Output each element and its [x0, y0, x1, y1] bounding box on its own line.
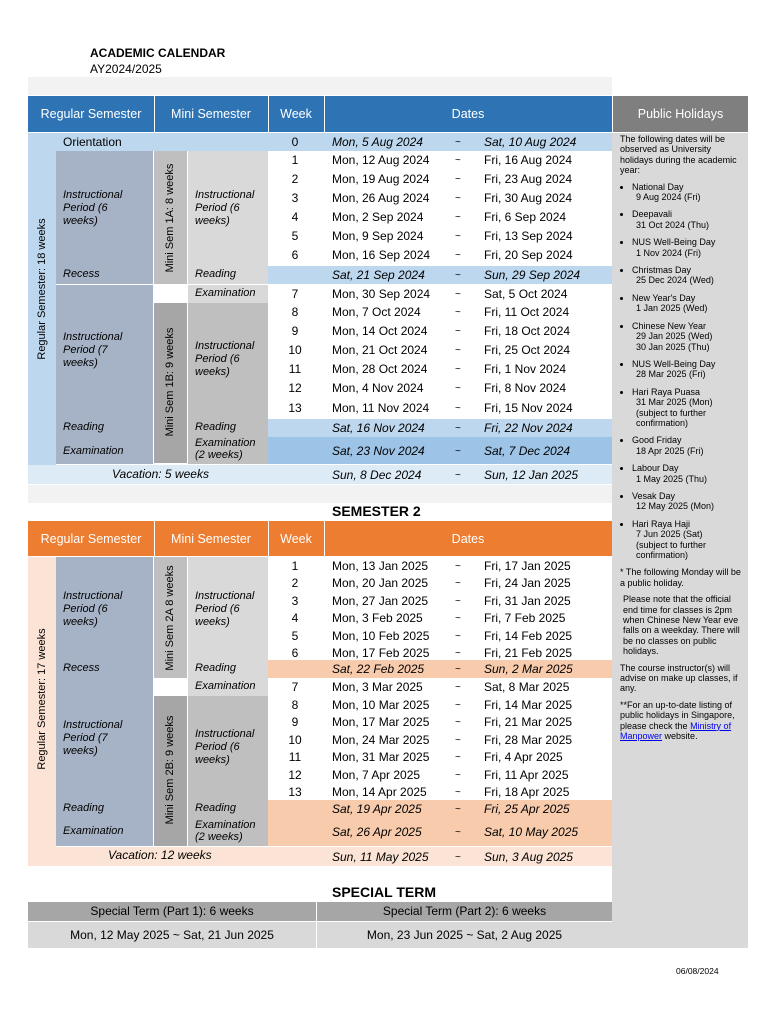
sem1-reading-label: Reading	[63, 421, 104, 433]
date-row	[270, 399, 612, 418]
date-separator: ~	[455, 364, 461, 375]
col-regular-semester-2: Regular Semester	[40, 531, 142, 546]
end-date: Sun, 3 Aug 2025	[484, 850, 573, 864]
date-separator: ~	[455, 596, 461, 607]
week-number: 10	[288, 733, 302, 747]
week-number: 5	[291, 629, 299, 643]
date-separator: ~	[455, 613, 461, 624]
end-date: Fri, 18 Apr 2025	[484, 785, 570, 799]
start-date: Mon, 11 Nov 2024	[332, 401, 430, 415]
date-separator: ~	[455, 682, 461, 693]
end-date: Sat, 7 Dec 2024	[484, 444, 571, 458]
sem1-mini-reading2-label: Reading	[195, 421, 236, 433]
sem2-mini-reading2-label: Reading	[195, 802, 236, 814]
date-row	[270, 322, 612, 341]
start-date: Sat, 19 Apr 2025	[332, 802, 422, 816]
date-separator: ~	[455, 470, 461, 481]
date-row	[270, 848, 612, 867]
holiday-name: • Good Friday	[632, 435, 682, 446]
sem1-mini-ip6-label: Instructional Period (6 weeks)	[195, 189, 255, 227]
holidays-note-3: The course instructor(s) will advise on make up classes, if any.	[620, 662, 738, 694]
date-separator: ~	[455, 193, 461, 204]
start-date: Sat, 21 Sep 2024	[332, 268, 425, 282]
sem1-exam-label: Examination	[63, 445, 124, 457]
sem1-ip7-label: Instructional Period (7 weeks)	[63, 331, 123, 369]
week-number: 11	[288, 750, 302, 764]
date-separator: ~	[455, 700, 461, 711]
date-row	[270, 151, 612, 170]
end-date: Fri, 23 Aug 2024	[484, 172, 573, 186]
sem1-ip6-label: Instructional Period (6 weeks)	[63, 189, 123, 227]
end-date: Sat, 5 Oct 2024	[484, 287, 568, 301]
end-date: Fri, 17 Jan 2025	[484, 559, 571, 573]
end-date: Fri, 11 Oct 2024	[484, 305, 570, 319]
start-date: Sat, 16 Nov 2024	[332, 421, 425, 435]
end-date: Fri, 21 Feb 2025	[484, 646, 573, 660]
sem2-mini-ip6b-label: Instructional Period (6 weeks)	[195, 728, 255, 766]
week-number: 5	[291, 229, 299, 243]
date-separator: ~	[455, 137, 461, 148]
holiday-name: • Christmas Day	[632, 265, 692, 276]
end-date: Fri, 20 Sep 2024	[484, 248, 573, 262]
holidays-note-1: * The following Monday will be a public holiday.	[620, 567, 741, 588]
date-separator: ~	[455, 383, 461, 394]
end-date: Fri, 1 Nov 2024	[484, 362, 567, 376]
holiday-date: 7 Jun 2025 (Sat) (subject to further confirmation)	[636, 529, 707, 560]
start-date: Mon, 9 Sep 2024	[332, 229, 424, 243]
date-row	[270, 208, 612, 227]
end-date: Sun, 29 Sep 2024	[484, 268, 581, 282]
week-number: 0	[291, 135, 299, 149]
start-date: Mon, 17 Mar 2025	[332, 715, 430, 729]
start-date: Sat, 26 Apr 2025	[332, 825, 422, 839]
holiday-item	[632, 237, 746, 258]
date-separator: ~	[455, 270, 461, 281]
week-number: 4	[291, 210, 299, 224]
start-date: Sat, 22 Feb 2025	[332, 662, 425, 676]
week-number: 9	[291, 715, 299, 729]
end-date: Fri, 18 Oct 2024	[484, 324, 571, 338]
date-separator: ~	[455, 345, 461, 356]
week-number: 9	[291, 324, 299, 338]
holiday-item	[632, 387, 746, 429]
start-date: Mon, 12 Aug 2024	[332, 153, 430, 167]
col-dates-2: Dates	[451, 531, 485, 546]
end-date: Fri, 31 Jan 2025	[484, 594, 571, 608]
special-part1-label: Special Term (Part 1): 6 weeks	[90, 904, 254, 918]
date-row	[270, 748, 612, 767]
sem1-mini-exam-label: Examination	[195, 287, 256, 299]
end-date: Fri, 14 Mar 2025	[484, 698, 573, 712]
start-date: Mon, 27 Jan 2025	[332, 594, 429, 608]
start-date: Sun, 11 May 2025	[332, 850, 429, 864]
sem2-exam-label: Examination	[63, 825, 124, 837]
end-date: Fri, 22 Nov 2024	[484, 421, 573, 435]
start-date: Sat, 23 Nov 2024	[332, 444, 425, 458]
date-row	[270, 246, 612, 265]
start-date: Mon, 26 Aug 2024	[332, 191, 430, 205]
date-row	[270, 800, 612, 819]
holiday-date: 31 Mar 2025 (Mon) (subject to further confirmation)	[636, 397, 713, 428]
date-row	[270, 660, 612, 679]
holiday-date: 29 Jan 2025 (Wed) 30 Jan 2025 (Thu)	[636, 331, 713, 352]
holiday-date: 28 Mar 2025 (Fri)	[636, 369, 706, 380]
date-separator: ~	[455, 446, 461, 457]
end-date: Fri, 14 Feb 2025	[484, 629, 573, 643]
end-date: Sat, 10 May 2025	[484, 825, 579, 839]
holidays-intro: The following dates will be observed as University holidays during the academic year:	[620, 134, 737, 176]
sem1-recess-label: Recess	[63, 268, 100, 280]
sem2-reading-label: Reading	[63, 802, 104, 814]
date-separator: ~	[455, 787, 461, 798]
date-row	[270, 341, 612, 360]
holiday-name: • Chinese New Year	[632, 320, 707, 331]
mini-sem-1b-label: Mini Sem 1B: 9 weeks	[164, 327, 176, 437]
start-date: Mon, 20 Jan 2025	[332, 576, 429, 590]
ministry-of-manpower-link[interactable]: Ministry of Manpower	[620, 720, 732, 742]
week-number: 8	[291, 305, 299, 319]
holiday-date: 25 Dec 2024 (Wed)	[636, 275, 714, 286]
col-week-2: Week	[280, 531, 312, 546]
date-separator: ~	[455, 770, 461, 781]
date-separator: ~	[455, 735, 461, 746]
holiday-name: • NUS Well-Being Day	[632, 358, 716, 369]
sem2-ip7-label: Instructional Period (7 weeks)	[63, 719, 123, 757]
sem2-mini-ip6-label: Instructional Period (6 weeks)	[195, 590, 255, 628]
date-separator: ~	[455, 423, 461, 434]
date-separator: ~	[455, 174, 461, 185]
week-number: 3	[291, 594, 299, 608]
end-date: Fri, 21 Mar 2025	[484, 715, 573, 729]
start-date: Mon, 2 Sep 2024	[332, 210, 424, 224]
sem1-mini-ip6b-label: Instructional Period (6 weeks)	[195, 340, 255, 378]
mini-sem-2a-label: Mini Sem 2A 8 weeks	[164, 565, 176, 671]
start-date: Mon, 30 Sep 2024	[332, 287, 431, 301]
week-number: 2	[291, 576, 299, 590]
start-date: Mon, 10 Mar 2025	[332, 698, 430, 712]
date-separator: ~	[455, 631, 461, 642]
holiday-date: 1 Nov 2024 (Fri)	[636, 247, 702, 258]
sem2-ip6-label: Instructional Period (6 weeks)	[63, 590, 123, 628]
holiday-name: • Deepavali	[632, 209, 673, 220]
start-date: Mon, 3 Mar 2025	[332, 680, 423, 694]
holiday-item	[632, 491, 746, 512]
end-date: Sun, 2 Mar 2025	[484, 662, 573, 676]
end-date: Fri, 30 Aug 2024	[484, 191, 573, 205]
col-mini-semester: Mini Semester	[171, 107, 251, 121]
holidays-note-4: **For an up-to-date listing of public holidays in Singapore, please check the Ministry of Manpower website.	[620, 699, 735, 742]
holiday-date: 18 Apr 2025 (Fri)	[636, 445, 704, 456]
start-date: Mon, 3 Feb 2025	[332, 611, 423, 625]
week-number: 7	[291, 287, 299, 301]
end-date: Sun, 12 Jan 2025	[484, 468, 579, 482]
date-row	[270, 170, 612, 189]
date-row	[270, 303, 612, 322]
date-row	[270, 227, 612, 246]
end-date: Fri, 6 Sep 2024	[484, 210, 567, 224]
sem1-mini-exam2-label: Examination (2 weeks)	[195, 437, 256, 461]
date-separator: ~	[455, 231, 461, 242]
end-date: Sat, 8 Mar 2025	[484, 680, 570, 694]
date-row	[270, 574, 612, 593]
week-number: 2	[291, 172, 299, 186]
holiday-item	[632, 519, 746, 561]
date-row	[270, 285, 612, 304]
week-number: 1	[291, 559, 299, 573]
date-separator: ~	[455, 326, 461, 337]
end-date: Fri, 25 Oct 2024	[484, 343, 571, 357]
week-number: 8	[291, 698, 299, 712]
holiday-date: 1 Jan 2025 (Wed)	[636, 303, 708, 314]
holiday-item	[632, 321, 746, 352]
date-row	[270, 823, 612, 842]
holidays-note-2: Please note that the official end time for classes is 2pm when Chinese New Year eve falls on a weekday. There will be no classes on public holidays.	[623, 594, 740, 657]
date-separator: ~	[455, 250, 461, 261]
week-number: 6	[291, 646, 299, 660]
date-separator: ~	[455, 827, 461, 838]
date-row	[270, 133, 612, 152]
mini-sem-2b-label: Mini Sem 2B: 9 weeks	[164, 715, 176, 825]
date-separator: ~	[455, 212, 461, 223]
date-separator: ~	[455, 155, 461, 166]
date-row	[270, 678, 612, 697]
sem2-recess-label: Recess	[63, 662, 100, 674]
holiday-name: • Hari Raya Haji	[632, 518, 691, 529]
date-separator: ~	[455, 752, 461, 763]
date-separator: ~	[455, 403, 461, 414]
week-number: 3	[291, 191, 299, 205]
start-date: Mon, 5 Aug 2024	[332, 135, 423, 149]
start-date: Mon, 16 Sep 2024	[332, 248, 431, 262]
holiday-item	[632, 293, 746, 314]
date-separator: ~	[455, 717, 461, 728]
holiday-name: • New Year's Day	[632, 292, 696, 303]
date-row	[270, 419, 612, 438]
holiday-name: • National Day	[632, 181, 684, 192]
week-number: 4	[291, 611, 299, 625]
end-date: Fri, 24 Jan 2025	[484, 576, 571, 590]
end-date: Fri, 8 Nov 2024	[484, 381, 567, 395]
end-date: Fri, 16 Aug 2024	[484, 153, 573, 167]
sem1-vacation-label: Vacation: 5 weeks	[112, 467, 209, 481]
date-separator: ~	[455, 561, 461, 572]
col-mini-semester-2: Mini Semester	[171, 531, 251, 546]
start-date: Mon, 13 Jan 2025	[332, 559, 429, 573]
holiday-date: 31 Oct 2024 (Thu)	[636, 219, 710, 230]
holiday-date: 9 Aug 2024 (Fri)	[636, 192, 701, 203]
holiday-date: 1 May 2025 (Thu)	[636, 473, 708, 484]
date-separator: ~	[455, 664, 461, 675]
end-date: Fri, 4 Apr 2025	[484, 750, 563, 764]
end-date: Fri, 25 Apr 2025	[484, 802, 570, 816]
date-separator: ~	[455, 307, 461, 318]
date-separator: ~	[455, 648, 461, 659]
start-date: Mon, 14 Oct 2024	[332, 324, 428, 338]
week-number: 6	[291, 248, 299, 262]
document-date: 06/08/2024	[676, 966, 719, 976]
special-term-title: SPECIAL TERM	[332, 884, 436, 900]
start-date: Mon, 28 Oct 2024	[332, 362, 428, 376]
date-separator: ~	[455, 289, 461, 300]
start-date: Sun, 8 Dec 2024	[332, 468, 422, 482]
week-number: 13	[288, 785, 302, 799]
date-row	[270, 442, 612, 461]
sem1-mini-reading-label: Reading	[195, 268, 236, 280]
date-row	[270, 466, 612, 485]
end-date: Fri, 7 Feb 2025	[484, 611, 566, 625]
holiday-name: • Vesak Day	[632, 490, 676, 501]
holidays-content	[620, 134, 746, 742]
holiday-item	[632, 435, 746, 456]
week-number: 10	[288, 343, 302, 357]
regular-sem2-label: Regular Semester: 17 weeks	[36, 628, 48, 770]
col-week: Week	[280, 107, 312, 121]
start-date: Mon, 17 Feb 2025	[332, 646, 430, 660]
holiday-name: • Hari Raya Puasa	[632, 386, 701, 397]
holiday-item	[632, 359, 746, 380]
date-row	[270, 266, 612, 285]
end-date: Fri, 13 Sep 2024	[484, 229, 573, 243]
holiday-name: • Labour Day	[632, 463, 679, 474]
week-number: 1	[291, 153, 299, 167]
holiday-item	[632, 265, 746, 286]
start-date: Mon, 7 Apr 2025	[332, 768, 421, 782]
date-separator: ~	[455, 578, 461, 589]
sem2-vacation-label: Vacation: 12 weeks	[108, 848, 212, 862]
date-separator: ~	[455, 852, 461, 863]
date-row	[270, 189, 612, 208]
start-date: Mon, 10 Feb 2025	[332, 629, 430, 643]
col-regular-semester: Regular Semester	[40, 107, 142, 121]
week-number: 11	[288, 362, 302, 376]
date-row	[270, 713, 612, 732]
holiday-name: • NUS Well-Being Day	[632, 237, 716, 248]
sem2-mini-reading-label: Reading	[195, 662, 236, 674]
date-row	[270, 379, 612, 398]
holidays-list	[620, 182, 746, 561]
academic-year: AY2024/2025	[90, 62, 162, 76]
page-title: ACADEMIC CALENDAR	[90, 46, 226, 60]
start-date: Mon, 24 Mar 2025	[332, 733, 430, 747]
start-date: Mon, 4 Nov 2024	[332, 381, 424, 395]
regular-sem1-label: Regular Semester: 18 weeks	[36, 218, 48, 360]
sem2-mini-exam-label: Examination	[195, 680, 256, 692]
date-row	[270, 360, 612, 379]
date-row	[270, 609, 612, 628]
holiday-item	[632, 182, 746, 203]
special-part2-label: Special Term (Part 2): 6 weeks	[382, 904, 547, 918]
holiday-date: 12 May 2025 (Mon)	[636, 501, 715, 512]
start-date: Mon, 31 Mar 2025	[332, 750, 430, 764]
end-date: Fri, 15 Nov 2024	[484, 401, 573, 415]
mini-sem-1a-label: Mini Sem 1A: 8 weeks	[164, 163, 176, 273]
start-date: Mon, 7 Oct 2024	[332, 305, 421, 319]
end-date: Fri, 28 Mar 2025	[484, 733, 573, 747]
holiday-item	[632, 463, 746, 484]
week-number: 7	[291, 680, 299, 694]
col-public-holidays: Public Holidays	[613, 96, 748, 132]
start-date: Mon, 21 Oct 2024	[332, 343, 428, 357]
week-number: 13	[288, 401, 302, 415]
date-separator: ~	[455, 804, 461, 815]
semester-2-title: SEMESTER 2	[332, 503, 421, 519]
start-date: Mon, 19 Aug 2024	[332, 172, 430, 186]
sem2-mini-exam2-label: Examination (2 weeks)	[195, 819, 256, 843]
special-part2-dates: Mon, 23 Jun 2025 ~ Sat, 2 Aug 2025	[366, 928, 563, 942]
orientation-label: Orientation	[63, 135, 122, 149]
col-dates: Dates	[451, 107, 485, 121]
end-date: Fri, 11 Apr 2025	[484, 768, 569, 782]
holiday-item	[632, 209, 746, 230]
end-date: Sat, 10 Aug 2024	[484, 135, 577, 149]
start-date: Mon, 14 Apr 2025	[332, 785, 427, 799]
week-number: 12	[288, 768, 302, 782]
week-number: 12	[288, 381, 302, 395]
special-part1-dates: Mon, 12 May 2025 ~ Sat, 21 Jun 2025	[70, 928, 274, 942]
